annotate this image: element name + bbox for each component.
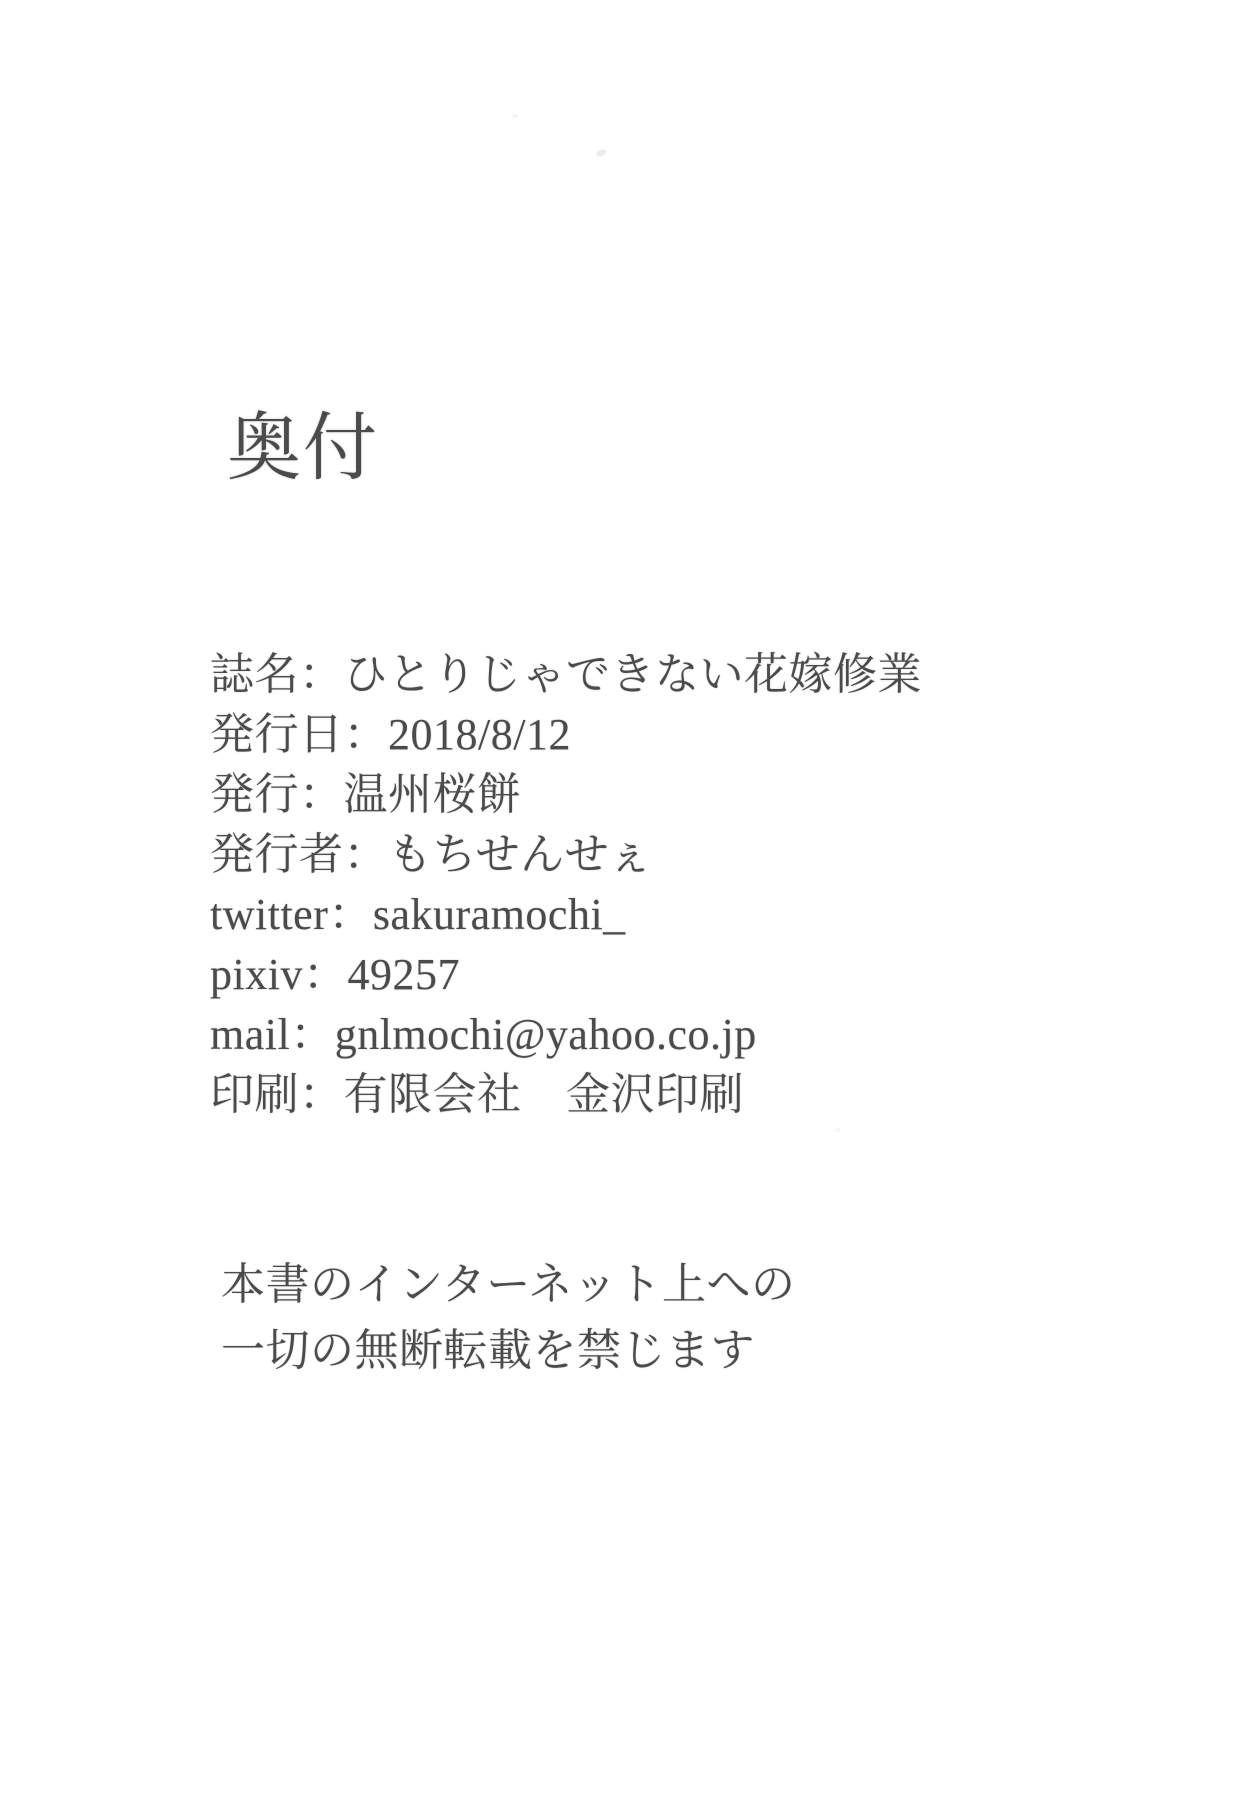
colophon-line-mail: mail：gnlmochi@yahoo.co.jp [210, 1010, 757, 1059]
notice-line-1: 本書のインターネット上への [221, 1260, 796, 1309]
colophon-line-printer: 印刷：有限会社 金沢印刷 [210, 1070, 744, 1119]
colophon-block [210, 645, 922, 1125]
page-title: 奥付 [227, 408, 379, 490]
scan-speckle [595, 148, 607, 157]
colophon-line-issue-date: 発行日：2018/8/12 [210, 710, 571, 759]
colophon-line-book-title: 誌名：ひとりじゃできない花嫁修業 [210, 650, 922, 699]
scan-speckle [512, 114, 518, 118]
scan-speckle [836, 1128, 841, 1132]
colophon-line-publisher: 発行：温州桜餅 [210, 770, 522, 819]
colophon-line-pixiv: pixiv：49257 [210, 950, 460, 999]
colophon-line-twitter: twitter：sakuramochi_ [210, 890, 626, 939]
notice-line-2: 一切の無断転載を禁じます [221, 1326, 755, 1375]
colophon-line-author: 発行者：もちせんせぇ [210, 830, 653, 879]
reprint-prohibition-notice [221, 1252, 796, 1384]
